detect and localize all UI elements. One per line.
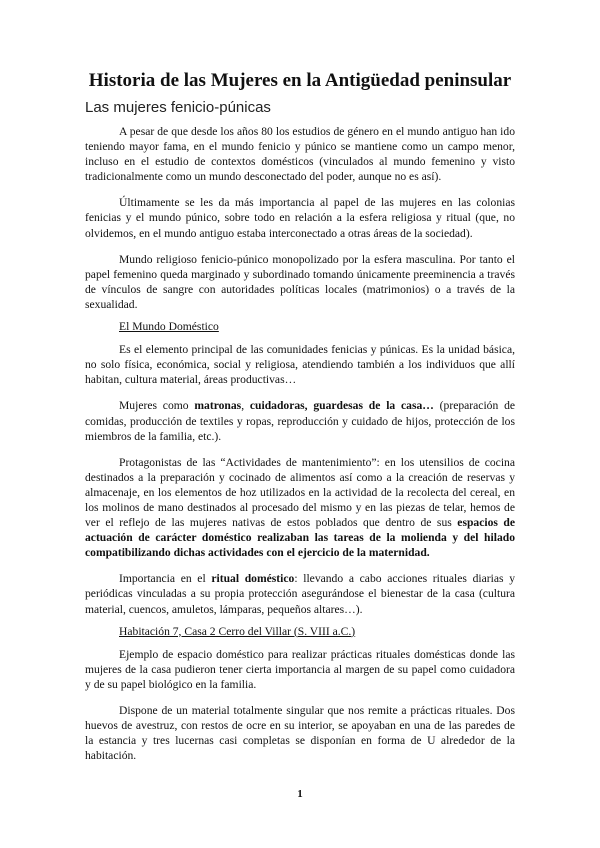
paragraph-maintenance-activities — [85, 455, 515, 561]
paragraph-domestic-element: Es el elemento principal de las comunidades fenicias y púnicas. Es la unidad básica, no solo física, económica, social y religiosa, atendiendo también a los individuos que allí habitan, cultura material, áreas productivas… — [85, 343, 515, 387]
document-body — [85, 124, 515, 774]
page-number: 1 — [297, 788, 303, 800]
paragraph-religious-world: Mundo religioso fenicio-púnico monopolizado por la esfera masculina. Por tanto el papel femenino queda marginado y subordinado tomando únicamente preeminencia a través de vínculos de sangre con autoridades políticas locales (matrimonios) o a través de la sexualidad. — [85, 252, 515, 311]
document-title: Historia de las Mujeres en la Antigüedad peninsular — [88, 70, 512, 91]
text-run: Protagonistas de las “Actividades de mantenimiento”: en los utensilios de cocina destinados a la preparación y cocinado de alimentos así como a la creación de reservas y almacenaje, en los elementos de hoz utilizados en la actividad de la recolecta del cereal, en los molinos de mano destinados al procesado del mismo y en las piezas de telar, hemos de ver el reflejo de las mujeres nativas de estos poblados que dentro de sus — [85, 455, 515, 530]
bold-text-domestic-spaces: espacios de actuación de carácter doméstico realizaban las tareas de la molienda y del hilado compatibilizando dichas actividades con el ejercicio de la maternidad. — [85, 516, 515, 560]
bold-text-domestic-ritual: ritual doméstico — [211, 572, 295, 586]
heading-room-7: Habitación 7, Casa 2 Cerro del Villar (S. VIII a.C.) — [119, 624, 356, 638]
text-run: Mujeres como — [119, 399, 195, 413]
section-subtitle: Las mujeres fenicio-púnicas — [85, 99, 271, 116]
paragraph-room-example: Ejemplo de espacio doméstico para realizar prácticas rituales domésticas donde las mujeres de la casa pudieron tener cierta importancia al margen de su papel como cuidadora y de su papel biológico en la familia. — [85, 647, 515, 691]
paragraph-room-materials: Dispone de un material totalmente singular que nos remite a prácticas rituales. Dos huevos de avestruz, con restos de ocre en su interior, se apoyaban en una de las paredes de la estancia y tres lucernas casi completas se disponían en forma de U alrededor de la habitación. — [85, 704, 515, 763]
text-run: , — [241, 399, 250, 413]
bold-text-caretakers: cuidadoras, guardesas de la casa… — [249, 399, 434, 413]
paragraph-women-roles — [85, 398, 515, 443]
bold-text-matronas: matronas — [194, 399, 242, 413]
paragraph-recent-studies: Últimamente se les da más importancia al papel de las mujeres en las colonias fenicias y el mundo púnico, sobre todo en relación a la esfera religiosa y ritual (que, no olvidemos, en el mundo antiguo estaba interconectado a otras áreas de la sociedad). — [85, 196, 515, 240]
text-run: : llevando a cabo acciones rituales diarias y periódicas vinculadas a su propia protección asegurándose el bienestar de la casa (cultura material, cuencos, amuletos, lámparas, pequeños altares…). — [85, 572, 515, 616]
text-run: Importancia en el — [119, 572, 212, 586]
paragraph-domestic-ritual — [85, 571, 515, 616]
heading-domestic-world: El Mundo Doméstico — [119, 320, 219, 334]
text-run: (preparación de comidas, producción de textiles y ropas, reproducción y cuidado de hijos, protección de los miembros de la familia, etc.). — [85, 399, 516, 443]
paragraph-intro: A pesar de que desde los años 80 los estudios de género en el mundo antiguo han ido teniendo mayor fama, en el mundo fenicio y púnico se mantiene como un campo menor, incluso en el estudio de contextos domésticos (vinculados al mundo femenino y visto tradicionalmente como un mundo desconectado del poder, aunque no es así). — [85, 125, 515, 184]
